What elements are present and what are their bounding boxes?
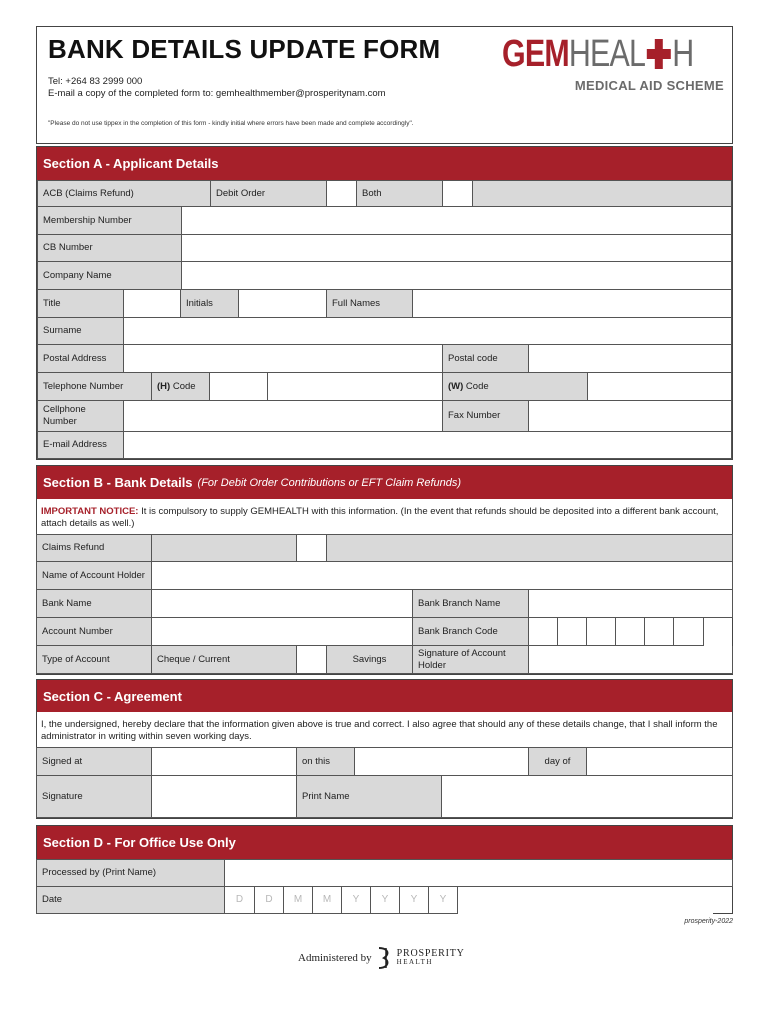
fax-number-field[interactable] (529, 401, 732, 432)
logo-gem: GEM (502, 33, 569, 75)
email-line: E-mail a copy of the completed form to: gemhealthmember@prosperitynam.com (48, 88, 386, 99)
date-digit[interactable]: D (225, 887, 255, 914)
membership-number-label: Membership Number (37, 207, 182, 235)
full-names-field[interactable] (413, 290, 732, 318)
cheque-current-label: Cheque / Current (152, 646, 297, 674)
both-checkbox[interactable] (443, 181, 473, 207)
postal-address-label: Postal Address (37, 345, 124, 373)
bank-branch-name-field[interactable] (529, 590, 733, 618)
notice-label: IMPORTANT NOTICE: (41, 506, 139, 517)
section-b-title: Section B - Bank Details (43, 475, 193, 490)
administered-by (298, 944, 465, 972)
gemhealth-logo (502, 34, 724, 94)
signed-at-field[interactable] (152, 748, 297, 776)
section-c-header (37, 680, 732, 712)
signed-at-label: Signed at (36, 748, 152, 776)
cellphone-row (37, 401, 732, 432)
section-b-subtitle: (For Debit Order Contributions or EFT Claim Refunds) (197, 476, 462, 489)
section-b-header (37, 466, 732, 499)
w-code-label (443, 373, 588, 401)
claims-refund-checkbox[interactable] (297, 535, 327, 562)
account-holder-row (36, 562, 733, 590)
claims-refund-spacer (152, 535, 297, 562)
account-holder-label: Name of Account Holder (36, 562, 152, 590)
acb-spacer (473, 181, 732, 207)
email-row (37, 432, 732, 459)
signed-at-row (36, 747, 733, 776)
cb-number-field[interactable] (182, 235, 732, 262)
branch-code-digit[interactable] (616, 618, 645, 646)
account-holder-field[interactable] (152, 562, 733, 590)
postal-code-label: Postal code (443, 345, 529, 373)
surname-field[interactable] (124, 318, 732, 345)
h-code-field[interactable] (210, 373, 268, 401)
h-code-prefix: (H) (157, 380, 171, 392)
initials-label: Initials (181, 290, 239, 318)
day-of-field[interactable] (587, 748, 733, 776)
claims-refund-label: Claims Refund (36, 535, 152, 562)
section-a-header (37, 147, 732, 180)
section-d-title: Section D - For Office Use Only (43, 835, 236, 850)
notice-text: It is compulsory to supply GEMHEALTH with this information. (In the event that refunds should be deposited into a different bank account, attach details as well.) (41, 506, 719, 529)
signature-label: Signature (36, 776, 152, 818)
copyright-text: prosperity-2022 (684, 918, 733, 925)
membership-number-field[interactable] (182, 207, 732, 235)
account-number-label: Account Number (36, 618, 152, 646)
processed-by-label: Processed by (Print Name) (36, 860, 225, 887)
bank-branch-name-label: Bank Branch Name (413, 590, 529, 618)
administered-by-label: Administered by (298, 952, 372, 964)
telephone-row (37, 373, 732, 401)
section-d-header (37, 826, 732, 859)
both-label: Both (357, 181, 443, 207)
cb-row (37, 235, 732, 262)
postal-row (37, 345, 732, 373)
logo-subtitle: MEDICAL AID SCHEME (574, 78, 724, 93)
email-address-field[interactable] (124, 432, 732, 459)
account-type-row (36, 646, 733, 674)
bank-name-field[interactable] (152, 590, 413, 618)
initials-field[interactable] (239, 290, 327, 318)
company-name-label: Company Name (37, 262, 182, 290)
day-of-label: day of (529, 748, 587, 776)
surname-row (37, 318, 732, 345)
bank-branch-code-label: Bank Branch Code (413, 618, 529, 646)
full-names-label: Full Names (327, 290, 413, 318)
h-code-label (152, 373, 210, 401)
agreement-declaration: I, the undersigned, hereby declare that the information given above is true and correct. I also agree that should any of these details change, that I shall inform the administrator in writing within seven working days. (41, 719, 718, 742)
w-code-field[interactable] (588, 373, 732, 401)
tippex-note: "Please do not use tippex in the completion of this form - kindly initial where errors have been made and complete accordingly". (48, 120, 414, 127)
claims-refund-row (36, 534, 733, 562)
branch-code-digit[interactable] (674, 618, 704, 646)
branch-code-digit[interactable] (558, 618, 587, 646)
acb-label: ACB (Claims Refund) (37, 181, 211, 207)
prosperity-word: PROSPERITY (396, 948, 465, 959)
cheque-current-checkbox[interactable] (297, 646, 327, 674)
branch-code-digit[interactable] (645, 618, 674, 646)
w-code-text: Code (463, 380, 489, 392)
signature-row (36, 776, 733, 818)
on-this-field[interactable] (355, 748, 529, 776)
signature-field[interactable] (152, 776, 297, 818)
on-this-label: on this (297, 748, 355, 776)
logo-heal: HEAL (568, 33, 646, 75)
company-row (37, 262, 732, 290)
account-number-field[interactable] (152, 618, 413, 646)
claims-refund-spacer-2 (327, 535, 733, 562)
important-notice (41, 506, 729, 530)
date-spacer (458, 887, 713, 914)
fax-number-label: Fax Number (443, 401, 529, 432)
w-code-prefix: (W) (448, 380, 464, 392)
processed-by-field[interactable] (225, 860, 733, 887)
acb-row (37, 180, 732, 207)
membership-row (37, 207, 732, 235)
cellphone-number-field[interactable] (124, 401, 443, 432)
prosperity-logo-icon (376, 946, 394, 970)
section-c-title: Section C - Agreement (43, 688, 182, 704)
postal-address-field[interactable] (124, 345, 443, 373)
account-number-row (36, 618, 733, 646)
section-a-title: Section A - Applicant Details (43, 156, 219, 171)
title-row (37, 290, 732, 318)
debit-order-label: Debit Order (211, 181, 327, 207)
tel-line: Tel: +264 83 2999 000 (48, 76, 143, 87)
cross-icon (647, 39, 671, 69)
date-label: Date (36, 887, 225, 914)
branch-code-digit[interactable] (529, 618, 558, 646)
cellphone-number-label: Cellphone Number (37, 401, 124, 432)
debit-order-checkbox[interactable] (327, 181, 357, 207)
health-word: HEALTH (396, 958, 433, 966)
surname-label: Surname (37, 318, 124, 345)
date-digit[interactable]: Y (400, 887, 429, 914)
date-row (36, 887, 733, 914)
bank-name-row (36, 590, 733, 618)
h-number-field[interactable] (268, 373, 443, 401)
date-digit[interactable]: D (255, 887, 284, 914)
signature-holder-label: Signature of Account Holder (413, 646, 529, 674)
title-label: Title (37, 290, 124, 318)
type-of-account-label: Type of Account (36, 646, 152, 674)
date-digit[interactable]: Y (342, 887, 371, 914)
postal-code-field[interactable] (529, 345, 732, 373)
cb-number-label: CB Number (37, 235, 182, 262)
title-field[interactable] (124, 290, 181, 318)
print-name-label: Print Name (297, 776, 442, 818)
h-code-text: Code (170, 380, 196, 392)
company-name-field[interactable] (182, 262, 732, 290)
form-title: BANK DETAILS UPDATE FORM (48, 34, 441, 64)
date-digit[interactable]: M (313, 887, 342, 914)
savings-label: Savings (327, 646, 413, 674)
processed-by-row (36, 859, 733, 887)
date-digit[interactable]: Y (371, 887, 400, 914)
date-digit[interactable]: Y (429, 887, 458, 914)
branch-code-digit[interactable] (587, 618, 616, 646)
email-address-label: E-mail Address (37, 432, 124, 459)
bank-name-label: Bank Name (36, 590, 152, 618)
telephone-number-label: Telephone Number (37, 373, 152, 401)
print-name-field[interactable] (442, 776, 733, 818)
logo-h: H (672, 33, 694, 75)
signature-holder-field[interactable] (529, 646, 733, 674)
date-digit[interactable]: M (284, 887, 313, 914)
